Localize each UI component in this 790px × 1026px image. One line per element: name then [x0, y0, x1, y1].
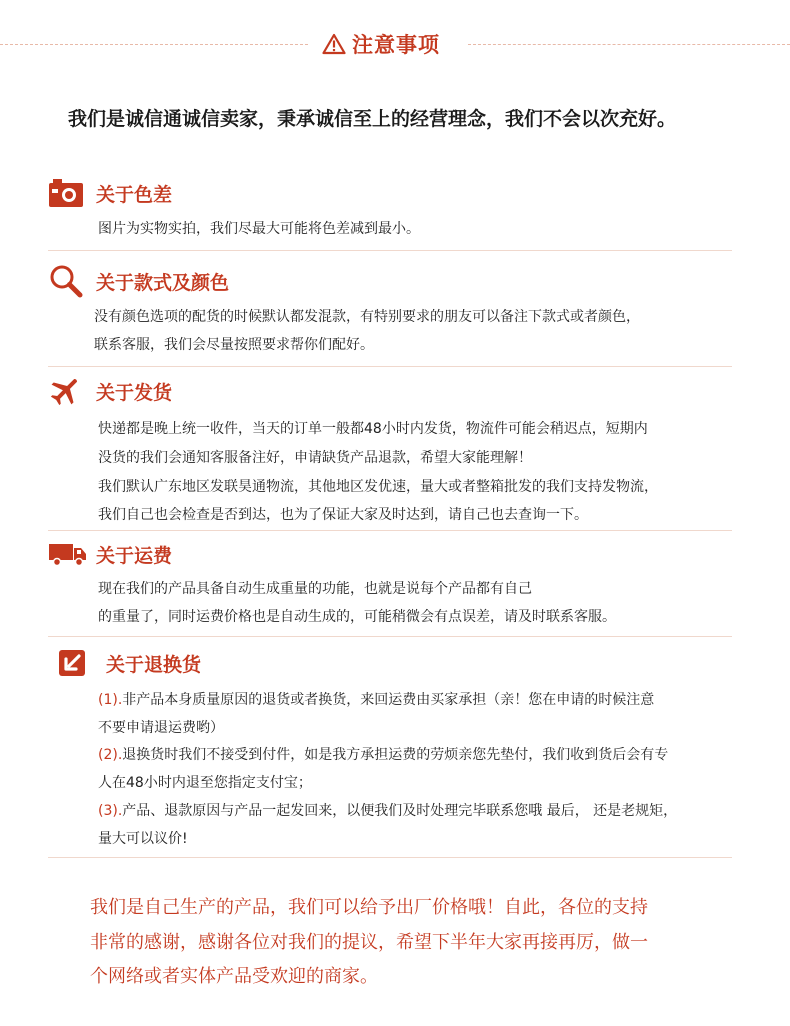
item-text: 产品、退款原因与产品一起发回来，以便我们及时处理完毕联系您哦 最后， 还是老规矩， [122, 803, 678, 819]
section-title: 关于发货 [96, 381, 173, 404]
list-item-line [98, 689, 654, 709]
section-color-difference [48, 176, 732, 210]
text-line: 没有颜色选项的配货的时候默认都发混款，有特别要求的朋友可以备注下款式或者颜色， [94, 309, 640, 325]
section-title: 关于退换货 [106, 653, 202, 676]
section-style-color [48, 264, 732, 298]
section-shipping [48, 374, 732, 408]
header-rule-right [468, 44, 790, 45]
section-freight [48, 537, 732, 571]
list-item-line [98, 800, 677, 820]
camera-icon [48, 178, 84, 208]
divider [48, 636, 732, 637]
divider [48, 530, 732, 531]
text-line: 快递都是晚上统一收件，当天的订单一般都48小时内发货，物流件可能会稍迟点，短期内 [98, 421, 648, 437]
text-line: 的重量了，同时运费价格也是自动生成的，可能稍微会有点误差，请及时联系客服。 [98, 609, 616, 625]
text-line: 我们自己也会检查是否到达，也为了保证大家及时达到，请自己也去查询一下。 [98, 507, 588, 523]
divider [48, 366, 732, 367]
text-line: 人在48小时内退至您指定支付宝； [98, 775, 312, 791]
text-line: 不要申请退运费哟） [98, 720, 224, 736]
search-icon [48, 264, 84, 298]
page-title-text: 注意事项 [352, 33, 440, 57]
return-arrow-icon [58, 649, 86, 677]
text-line: 没货的我们会通知客服备注好，申请缺货产品退款，希望大家能理解！ [98, 450, 532, 466]
airplane-icon [48, 374, 82, 408]
section-title: 关于色差 [96, 183, 173, 206]
closing-line: 个网络或者实体产品受欢迎的商家。 [90, 966, 378, 987]
warning-triangle-icon [322, 33, 346, 55]
divider [48, 857, 732, 858]
list-item-line [98, 744, 668, 764]
closing-line: 我们是自己生产的产品，我们可以给予出厂价格哦！自此，各位的支持 [90, 897, 648, 918]
section-title: 关于运费 [96, 544, 173, 567]
item-text: 非产品本身质量原因的退货或者换货，来回运费由买家承担（亲！您在申请的时候注意 [122, 692, 655, 708]
text-line: 联系客服，我们会尽量按照要求帮你们配好。 [94, 337, 374, 353]
header-rule-left [0, 44, 308, 45]
text-line: 我们默认广东地区发联昊通物流，其他地区发优速，量大或者整箱批发的我们支持发物流， [98, 479, 658, 495]
divider [48, 250, 732, 251]
intro-statement: 我们是诚信通诚信卖家，秉承诚信至上的经营理念，我们不会以次充好。 [68, 108, 677, 130]
item-number: (1). [98, 692, 123, 708]
page-title [322, 28, 456, 60]
text-line: 图片为实物实拍，我们尽最大可能将色差减到最小。 [98, 221, 420, 237]
text-line: 现在我们的产品具备自动生成重量的功能，也就是说每个产品都有自己 [98, 581, 532, 597]
item-number: (3). [98, 803, 123, 819]
closing-line: 非常的感谢，感谢各位对我们的提议，希望下半年大家再接再厉，做一 [90, 932, 648, 953]
item-number: (2). [98, 747, 123, 763]
text-line: 量大可以议价! [98, 831, 188, 847]
section-title: 关于款式及颜色 [96, 271, 230, 294]
item-text: 退换货时我们不接受到付件，如是我方承担运费的劳烦亲您先垫付，我们收到货后会有专 [122, 747, 669, 763]
delivery-truck-icon [48, 541, 88, 567]
section-returns [48, 646, 732, 680]
